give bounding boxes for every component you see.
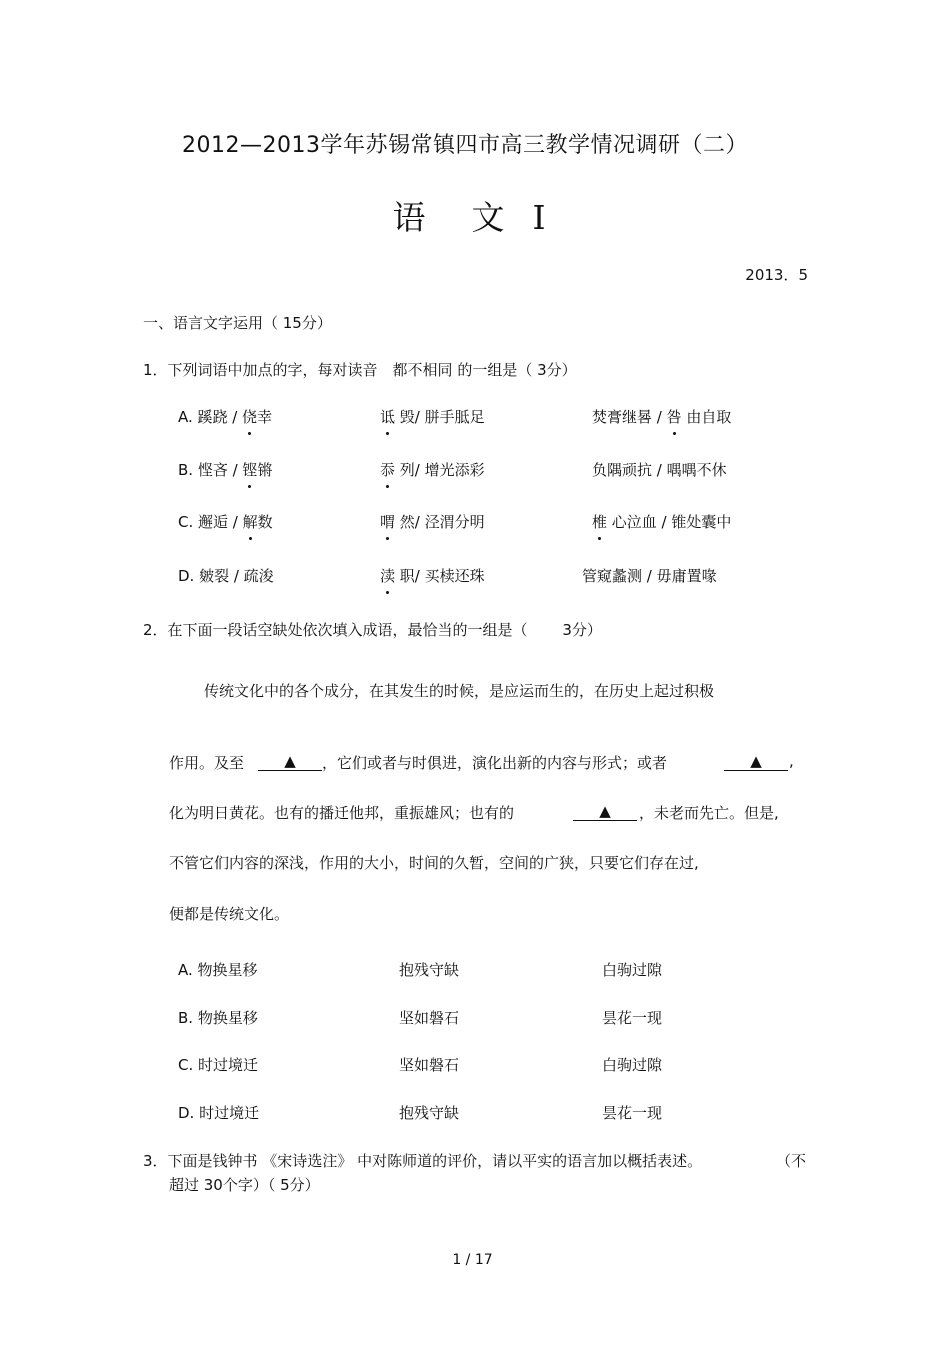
q2-passage-line-1: 传统文化中的各个成分，在其发生的时候，是应运而生的，在历史上起过积极	[204, 682, 715, 700]
emphasis-dot-char: 椎	[592, 513, 608, 531]
q3-stem-line-2: 超过 30个字）（ 5分）	[169, 1176, 320, 1194]
q1-option-d-col1: D. 皴裂 / 疏浚	[178, 567, 274, 585]
subject-char-1: 语	[392, 198, 428, 237]
emphasis-dot-char: 诋	[380, 408, 396, 426]
q3-stem-line-1-end: （不	[776, 1152, 807, 1170]
q1-option-b-col2: 忝 列/ 增光添彩	[380, 461, 485, 479]
emphasis-dot-char: 解	[242, 513, 258, 531]
q2-passage-line-5: 便都是传统文化。	[169, 905, 290, 923]
q1-option-a-col2: 诋 毁/ 胼手胝足	[380, 408, 485, 426]
q2-passage-line-3b: ，未老而先亡。但是,	[639, 804, 779, 822]
q1-option-d-col2: 渎 职/ 买椟还珠	[380, 567, 485, 585]
emphasis-dot-char: 忝	[380, 461, 396, 479]
q2-option-d-col1: D. 时过境迁	[178, 1104, 260, 1122]
q2-option-c-col3: 白驹过隙	[602, 1056, 663, 1074]
subject-volume: I	[532, 198, 548, 237]
q2-comma: ,	[789, 752, 794, 770]
blank-triangle-mark: ▲	[258, 752, 322, 771]
emphasis-dot-char: 喟	[380, 513, 396, 531]
q2-blank-1[interactable]	[258, 751, 322, 771]
q2-option-d-col3: 昙花一现	[602, 1104, 663, 1122]
blank-triangle-mark: ▲	[573, 802, 637, 821]
exam-date: 2013．5	[745, 266, 808, 284]
q1-option-a-col1: A. 蹊跷 / 侥幸	[178, 408, 273, 426]
q3-stem-line-1: 3．下面是钱钟书 《宋诗选注》 中对陈师道的评价，请以平实的语言加以概括表述。	[143, 1152, 703, 1170]
blank-triangle-mark: ▲	[724, 752, 788, 771]
section-heading: 一、语言文字运用（ 15分）	[143, 314, 332, 332]
q2-passage-line-3a: 化为明日黄花。也有的播迁他邦，重振雄风；也有的	[169, 804, 515, 822]
subject-char-2: 文	[471, 198, 507, 237]
q2-passage-line-2b: ，它们或者与时俱进，演化出新的内容与形式；或者	[322, 754, 668, 772]
q2-option-c-col2: 坚如磐石	[399, 1056, 460, 1074]
q2-blank-2[interactable]	[724, 751, 788, 771]
q1-option-a-col3: 焚膏继晷 / 咎 由自取	[592, 408, 732, 426]
q2-passage-line-4: 不管它们内容的深浅，作用的大小，时间的久暂，空间的广狭，只要它们存在过,	[169, 854, 699, 872]
subject-title	[0, 192, 940, 239]
q2-stem: 2．在下面一段话空缺处依次填入成语，最恰当的一组是（ 3分）	[143, 621, 602, 639]
q2-option-a-col3: 白驹过隙	[602, 961, 663, 979]
q2-option-b-col3: 昙花一现	[602, 1009, 663, 1027]
exam-title: 2012—2013学年苏锡常镇四市高三教学情况调研（二）	[182, 133, 748, 158]
emphasis-dot-char: 渎	[380, 567, 396, 585]
q1-option-b-col1: B. 悭吝 / 铿锵	[178, 461, 273, 479]
q2-option-b-col2: 坚如磐石	[399, 1009, 460, 1027]
q2-option-a-col2: 抱残守缺	[399, 961, 460, 979]
q1-option-b-col3: 负隅顽抗 / 喁喁不休	[592, 461, 727, 479]
q2-option-b-col1: B. 物换星移	[178, 1009, 258, 1027]
q2-option-c-col1: C. 时过境迁	[178, 1056, 259, 1074]
q1-option-c-col3: 椎 心泣血 / 锥处囊中	[592, 513, 732, 531]
q2-option-a-col1: A. 物换星移	[178, 961, 258, 979]
q2-blank-3[interactable]	[573, 801, 637, 821]
q1-stem: 1．下列词语中加点的字，每对读音 都不相同 的一组是（ 3分）	[143, 361, 577, 379]
q2-passage-line-2a: 作用。及至	[169, 754, 245, 772]
q1-option-c-col2: 喟 然/ 泾渭分明	[380, 513, 485, 531]
q2-option-d-col2: 抱残守缺	[399, 1104, 460, 1122]
q1-option-d-col3: 管窥蠡测 / 毋庸置喙	[582, 567, 717, 585]
page-number: 1 / 17	[452, 1252, 493, 1268]
q1-option-c-col1: C. 邂逅 / 解数	[178, 513, 273, 531]
emphasis-dot-char: 铿	[242, 461, 258, 479]
emphasis-dot-char: 侥	[242, 408, 258, 426]
emphasis-dot-char: 咎	[666, 408, 682, 426]
